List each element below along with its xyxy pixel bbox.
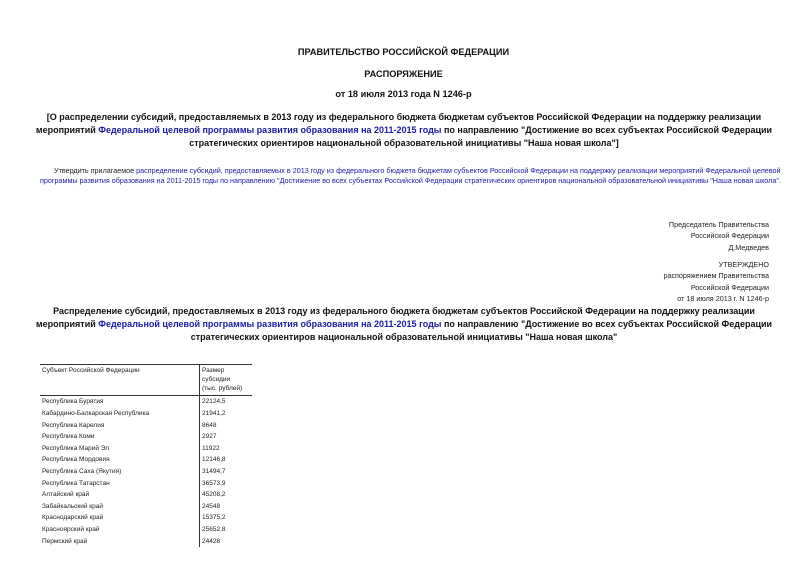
subsidy-table <box>40 364 252 547</box>
table-row <box>40 478 252 490</box>
signature-block <box>669 219 769 253</box>
amount-cell: 21941,2 <box>200 408 253 420</box>
order-body-text-1: Утвердить прилагаемое <box>54 166 137 175</box>
order-body-text-2: . <box>778 176 781 186</box>
distribution-program-link[interactable]: Федеральной целевой программы развития образования на 2011-2015 годы <box>98 319 442 329</box>
table-row <box>40 408 252 420</box>
document-type-heading: РАСПОРЯЖЕНИЕ <box>364 69 443 79</box>
subject-cell: Республика Мордовия <box>42 456 110 464</box>
order-title-text-1: [О распределении субсидий, предоставляемых в 2013 году из федерального бюджета бюджетам субъектов Российской Федерации на поддержку реализации мероприятий <box>35 112 762 135</box>
table-row <box>40 420 252 432</box>
approval-line-3: Российской Федерации <box>690 282 769 292</box>
amount-cell: 15375,2 <box>200 512 253 524</box>
table-row <box>40 524 252 536</box>
amount-header-line-2: субсидии <box>202 375 231 383</box>
subject-cell: Республика Марий Эл <box>42 444 110 452</box>
table-row <box>40 501 252 513</box>
order-title-text-2: по направлению "Достижение во всех субъектах Российской Федерации стратегических ориентиров национальной образовательной инициативы "Наша новая школа"] <box>189 125 773 148</box>
amount-cell: 25652,8 <box>200 524 253 536</box>
amount-cell: 24428 <box>200 536 253 548</box>
subject-cell: Республика Карелия <box>42 421 105 429</box>
table-row <box>40 489 252 501</box>
order-body <box>40 166 782 187</box>
subject-cell: Забайкальский край <box>42 502 104 510</box>
subject-cell: Кабардино-Балкарская Республика <box>42 409 150 417</box>
approval-line-2: распоряжением Правительства <box>663 271 769 281</box>
subject-cell: Алтайский край <box>42 491 90 499</box>
amount-cell: 45208,2 <box>200 489 253 501</box>
table-row <box>40 431 252 443</box>
table-row <box>40 454 252 466</box>
table-row <box>40 536 252 548</box>
amount-cell: 8648 <box>200 420 253 432</box>
subject-cell: Краснодарский край <box>42 514 104 522</box>
subject-cell: Республика Саха (Якутия) <box>42 467 122 475</box>
table-row <box>40 466 252 478</box>
table-row <box>40 396 252 408</box>
government-heading: ПРАВИТЕЛЬСТВО РОССИЙСКОЙ ФЕДЕРАЦИИ <box>297 47 510 57</box>
subject-cell: Республика Татарстан <box>42 479 110 487</box>
amount-cell: 12146,8 <box>200 454 253 466</box>
amount-cell: 36573,9 <box>200 478 253 490</box>
table-row <box>40 443 252 455</box>
signature-line-3: Д.Медведев <box>728 242 769 252</box>
amount-header-line-1: Размер <box>202 367 225 374</box>
amount-header-line-3: (тыс. рублей) <box>202 384 243 392</box>
document-date-number: от 18 июля 2013 года N 1246-р <box>335 89 472 99</box>
distribution-link[interactable]: распределение субсидий, предоставляемых в 2013 году из федерального бюджета бюджетам субъектов Российской Федерации на поддержку реализации мероприятий Федеральной целевой программы развития образования на 2011-2015 годы по направлению "Достижение во всех субъектах Российской Федерации стратегических ориентиров национальной образовательной инициативы "Наша новая школа" <box>40 166 781 186</box>
amount-cell: 2927 <box>200 431 253 443</box>
subject-cell: Республика Коми <box>42 433 95 441</box>
signature-line-2: Российской Федерации <box>690 231 769 241</box>
approval-block <box>663 259 769 304</box>
amount-cell: 31494,7 <box>200 466 253 478</box>
approval-line-1: УТВЕРЖДЕНО <box>718 260 769 269</box>
distribution-title-text-1: Распределение субсидий, предоставляемых в 2013 году из федерального бюджета бюджетам субъектов Российской Федерации на поддержку реализации мероприятий <box>35 306 755 329</box>
subject-cell: Республика Бурятия <box>42 398 104 406</box>
signature-line-1: Председатель Правительства <box>668 220 769 229</box>
order-title <box>28 111 780 150</box>
distribution-title-text-2: по направлению "Достижение во всех субъектах Российской Федерации стратегических ориентиров национальной образовательной инициативы "Наша новая школа" <box>190 319 773 342</box>
table-row <box>40 512 252 524</box>
amount-column-header <box>200 365 253 396</box>
program-link[interactable]: Федеральной целевой программы развития образования на 2011-2015 годы <box>98 125 442 135</box>
amount-cell: 22124,5 <box>200 396 253 408</box>
subject-cell: Красноярский край <box>42 525 100 533</box>
amount-cell: 24548 <box>200 501 253 513</box>
table-header-row <box>40 365 252 396</box>
distribution-title <box>28 305 780 344</box>
amount-cell: 11922 <box>200 443 253 455</box>
approval-line-4: от 18 июля 2013 г. N 1246-р <box>677 293 769 303</box>
subject-cell: Пермский край <box>42 537 88 545</box>
subject-column-header: Субъект Российской Федерации <box>40 365 200 396</box>
